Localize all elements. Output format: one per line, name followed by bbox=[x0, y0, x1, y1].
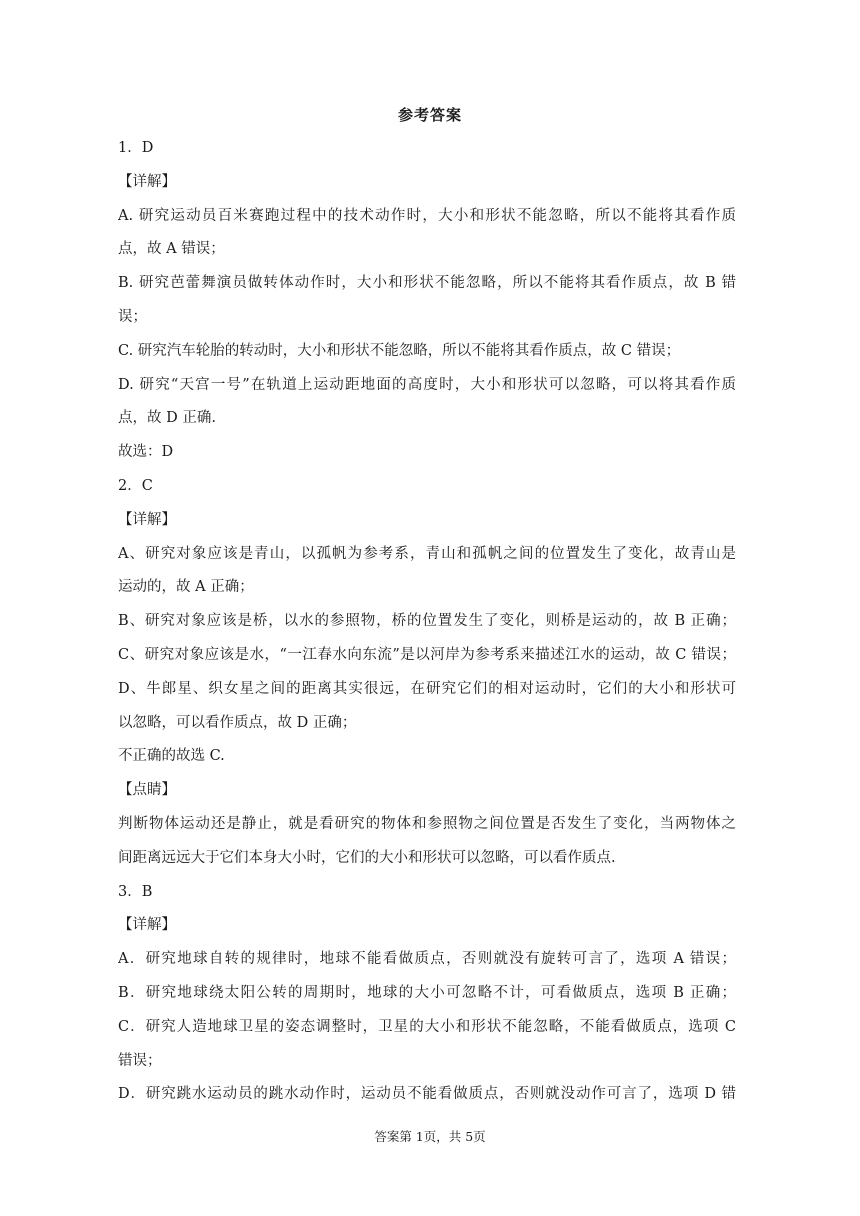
text-line: B．研究地球绕太阳公转的周期时，地球的大小可忽略不计，可看做质点，选项 B 正确； bbox=[118, 984, 736, 1001]
text-line: C. 研究汽车轮胎的转动时，大小和形状不能忽略，所以不能将其看作质点，故 C 错误； bbox=[118, 342, 681, 359]
text-line: D. 研究“天宫一号”在轨道上运动距地面的高度时，大小和形状可以忽略，可以将其看作质 bbox=[118, 376, 736, 393]
text-line: 【详解】 bbox=[118, 173, 176, 190]
page-title: 参考答案 bbox=[397, 106, 462, 124]
text-line: 运动的，故 A 正确； bbox=[118, 579, 254, 596]
text-line: 【详解】 bbox=[118, 917, 176, 934]
text-line: 点，故 D 正确. bbox=[118, 410, 216, 427]
text-line: 【点睛】 bbox=[118, 782, 176, 799]
text-line: B. 研究芭蕾舞演员做转体动作时，大小和形状不能忽略，所以不能将其看作质点，故 B 错 bbox=[118, 275, 736, 292]
text-line: A、研究对象应该是青山，以孤帆为参考系，青山和孤帆之间的位置发生了变化，故青山是 bbox=[118, 545, 736, 562]
text-line: 1．D bbox=[118, 140, 154, 156]
text-line: 点，故 A 错误； bbox=[118, 241, 225, 258]
text-line: D．研究跳水运动员的跳水动作时，运动员不能看做质点，否则就没动作可言了，选项 D 错 bbox=[118, 1086, 736, 1103]
text-line: 2．C bbox=[118, 477, 153, 494]
text-line: A. 研究运动员百米赛跑过程中的技术动作时，大小和形状不能忽略，所以不能将其看作质 bbox=[118, 207, 736, 224]
text-line: B、研究对象应该是桥，以水的参照物，桥的位置发生了变化，则桥是运动的，故 B 正确； bbox=[118, 613, 736, 630]
text-line: 判断物体运动还是静止，就是看研究的物体和参照物之间位置是否发生了变化，当两物体之 bbox=[118, 815, 736, 832]
text-line: 以忽略，可以看作质点，故 D 正确； bbox=[118, 714, 357, 731]
text-line: 故选：D bbox=[118, 444, 174, 461]
text-line: 错误； bbox=[118, 1052, 162, 1069]
text-line: C．研究人造地球卫星的姿态调整时，卫星的大小和形状不能忽略，不能看做质点，选项 C bbox=[118, 1018, 736, 1035]
text-line: 误； bbox=[118, 308, 147, 325]
page-footer: 答案第 1页，共 5页 bbox=[374, 1129, 486, 1144]
text-line: 【详解】 bbox=[118, 511, 176, 528]
answer-body bbox=[118, 132, 736, 1112]
text-line: A．研究地球自转的规律时，地球不能看做质点，否则就没有旋转可言了，选项 A 错误； bbox=[118, 951, 736, 968]
text-line: 间距离远远大于它们本身大小时，它们的大小和形状可以忽略，可以看作质点. bbox=[118, 849, 616, 866]
text-line: C、研究对象应该是水，“一江春水向东流”是以河岸为参考系来描述江水的运动，故 C 错误； bbox=[118, 646, 736, 663]
text-line: 3．B bbox=[118, 883, 153, 900]
text-line: D、牛郎星、织女星之间的距离其实很远，在研究它们的相对运动时，它们的大小和形状可 bbox=[118, 680, 736, 697]
text-line: 不正确的故选 C. bbox=[118, 748, 225, 765]
